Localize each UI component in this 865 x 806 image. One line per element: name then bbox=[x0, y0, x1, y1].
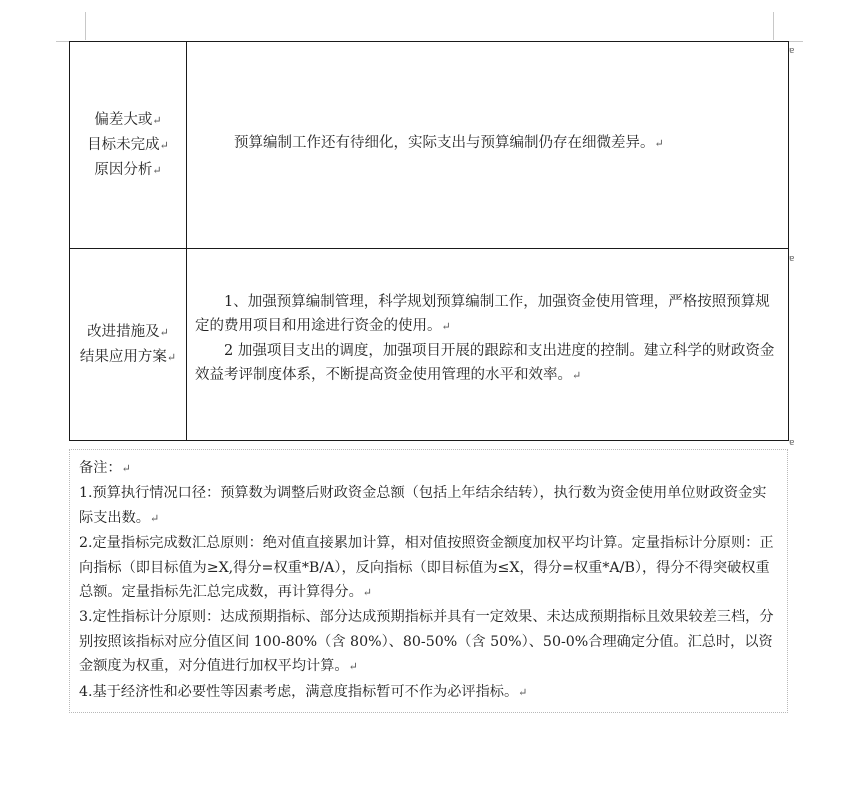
paragraph-mark-icon: ↵ bbox=[654, 136, 664, 150]
evaluation-table bbox=[69, 41, 789, 441]
note-item-text: 2.定量指标完成数汇总原则：绝对值直接累加计算，相对值按照资金额度加权平均计算。定量指标计分原则：正向指标（即目标值为≥X,得分=权重*B/A），反向指标（即目标值为≤X，得分=权重*A/B），得分不得突破权重总额。定量指标先汇总完成数，再计算得分。 bbox=[79, 535, 774, 601]
row-label-line: 偏差大或 bbox=[94, 111, 153, 128]
note-item bbox=[79, 531, 779, 605]
note-item-text: 4.基于经济性和必要性等因素考虑，满意度指标暂可不作为必评指标。 bbox=[79, 683, 519, 700]
crop-mark bbox=[85, 12, 86, 40]
paragraph-mark-icon: ↵ bbox=[149, 511, 160, 525]
paragraph-mark-icon: ↵ bbox=[121, 462, 131, 475]
note-item bbox=[79, 481, 779, 531]
notes-heading-text: 备注： bbox=[79, 460, 122, 476]
paragraph-mark-icon: ↵ bbox=[572, 368, 582, 382]
paragraph-text: 1、加强预算编制管理，科学规划预算编制工作，加强资金使用管理，严格按照预算规定的费用项目和用途进行资金的使用。 bbox=[195, 293, 770, 334]
paragraph-text: 预算编制工作还有待细化，实际支出与预算编制仍存在细微差异。 bbox=[234, 134, 655, 151]
row-content[interactable] bbox=[187, 249, 789, 441]
paragraph-text: 2 加强项目支出的调度，加强项目开展的跟踪和支出进度的控制。建立科学的财政资金效益考评制度体系，不断提高资金使用管理的水平和效率。 bbox=[195, 342, 775, 383]
row-content[interactable] bbox=[187, 42, 789, 249]
table-row bbox=[70, 249, 789, 441]
paragraph-mark-icon: ↵ bbox=[159, 138, 169, 152]
content-paragraph bbox=[205, 131, 780, 156]
row-label[interactable] bbox=[70, 42, 187, 249]
row-label-line: 原因分析 bbox=[94, 161, 153, 178]
row-label-line: 结果应用方案 bbox=[79, 348, 167, 365]
row-label[interactable] bbox=[70, 249, 187, 441]
paragraph-mark-icon: ↵ bbox=[152, 113, 162, 127]
content-paragraph bbox=[195, 290, 780, 339]
note-item bbox=[79, 605, 779, 679]
paragraph-mark-icon: ↵ bbox=[441, 319, 451, 333]
note-item-text: 1.预算执行情况口径：预算数为调整后财政资金总额（包括上年结余结转），执行数为资金使用单位财政资金实际支出数。 bbox=[79, 485, 767, 526]
row-label-line: 改进措施及 bbox=[87, 323, 160, 340]
crop-mark bbox=[56, 41, 70, 42]
paragraph-mark-icon: ↵ bbox=[348, 660, 358, 674]
crop-mark bbox=[773, 12, 774, 40]
paragraph-mark-icon: ↵ bbox=[152, 163, 162, 177]
paragraph-mark-icon: ↵ bbox=[362, 586, 372, 600]
notes-heading bbox=[79, 456, 779, 481]
paragraph-mark-icon: ↵ bbox=[518, 685, 528, 699]
paragraph-mark-icon: ↵ bbox=[166, 350, 177, 364]
crop-mark bbox=[789, 41, 803, 42]
notes-box[interactable] bbox=[69, 449, 788, 713]
row-end-mark: ɐ bbox=[789, 46, 795, 56]
content-paragraph bbox=[195, 339, 780, 388]
row-end-mark: ɐ bbox=[789, 438, 795, 448]
row-label-line: 目标未完成 bbox=[87, 136, 160, 153]
note-item-text: 3.定性指标计分原则：达成预期指标、部分达成预期指标并具有一定效果、未达成预期指标且效果较差三档，分别按照该指标对应分值区间 100-80%（含 80%）、80-50%（含 50%）、50-0%合理确定分值。汇总时，以资金额度为权重，对分值进行加权平均计算。 bbox=[79, 609, 774, 675]
row-end-mark: ɐ bbox=[789, 254, 795, 264]
table-row bbox=[70, 42, 789, 249]
note-item bbox=[79, 680, 779, 705]
paragraph-mark-icon: ↵ bbox=[159, 325, 169, 339]
